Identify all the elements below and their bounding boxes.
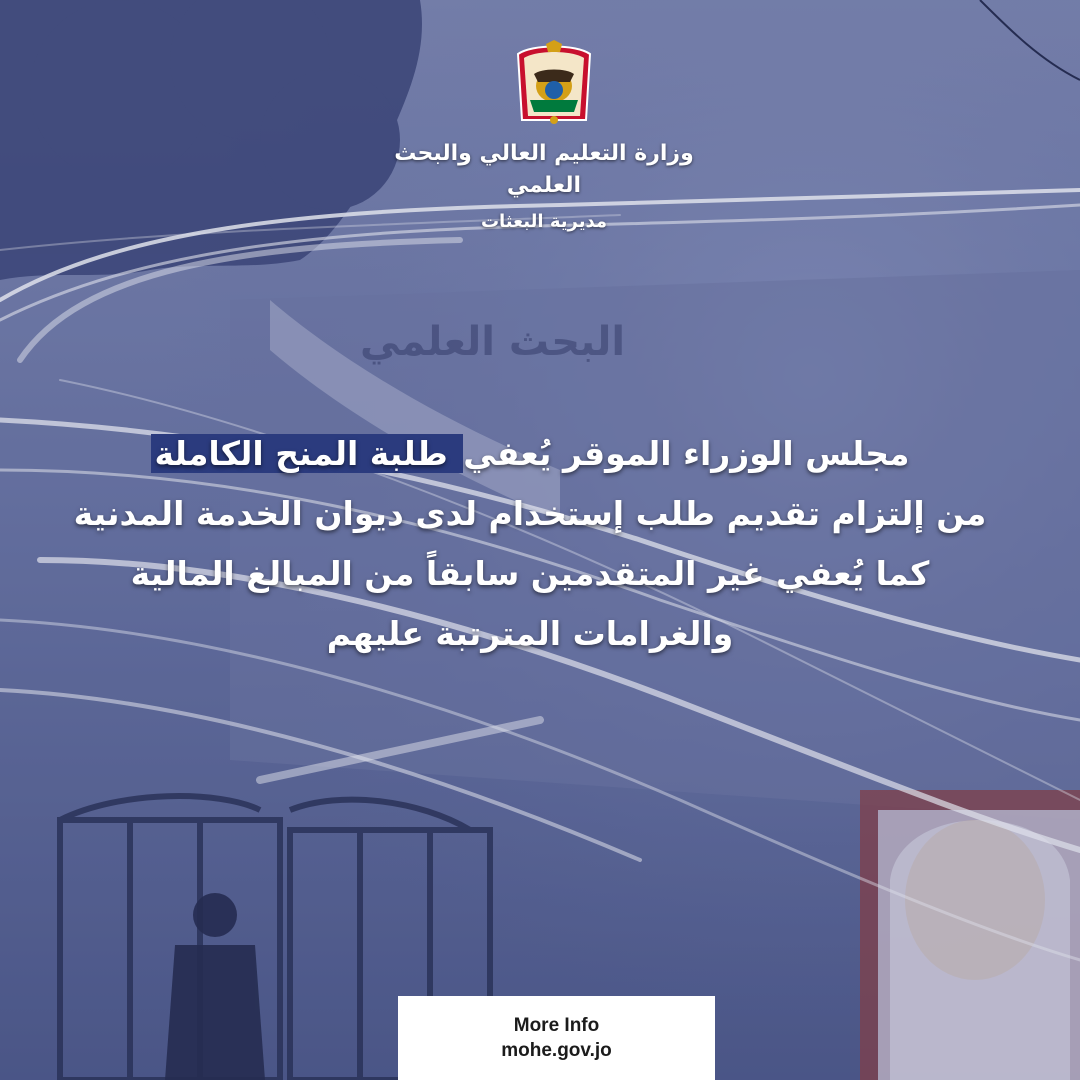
jordan-coat-of-arms-icon [512, 40, 596, 126]
headline-highlight: طلبة المنح الكاملة [151, 434, 464, 473]
headline-line-4: والغرامات المترتبة عليهم [326, 614, 734, 653]
headline-line-3: كما يُعفي غير المتقدمين سابقاً من المبالغ المالية [130, 554, 930, 593]
announcement-headline [30, 424, 1030, 664]
ministry-header [360, 138, 728, 236]
headline-line-2: من إلتزام تقديم طلب إستخدام لدى ديوان الخدمة المدنية [73, 494, 987, 533]
svg-text:البحث العلمي: البحث العلمي [360, 319, 626, 365]
website-link[interactable]: mohe.gov.jo [501, 1040, 612, 1061]
directorate-name: مديرية البعثات [480, 211, 608, 232]
ministry-name: وزارة التعليم العالي والبحث العلمي [394, 141, 694, 198]
headline-line-1-start: مجلس الوزراء الموقر يُعفي [463, 434, 910, 473]
more-info-box[interactable] [398, 996, 715, 1080]
more-info-label: More Info [513, 1015, 600, 1036]
headline-line-1 [30, 424, 1030, 484]
